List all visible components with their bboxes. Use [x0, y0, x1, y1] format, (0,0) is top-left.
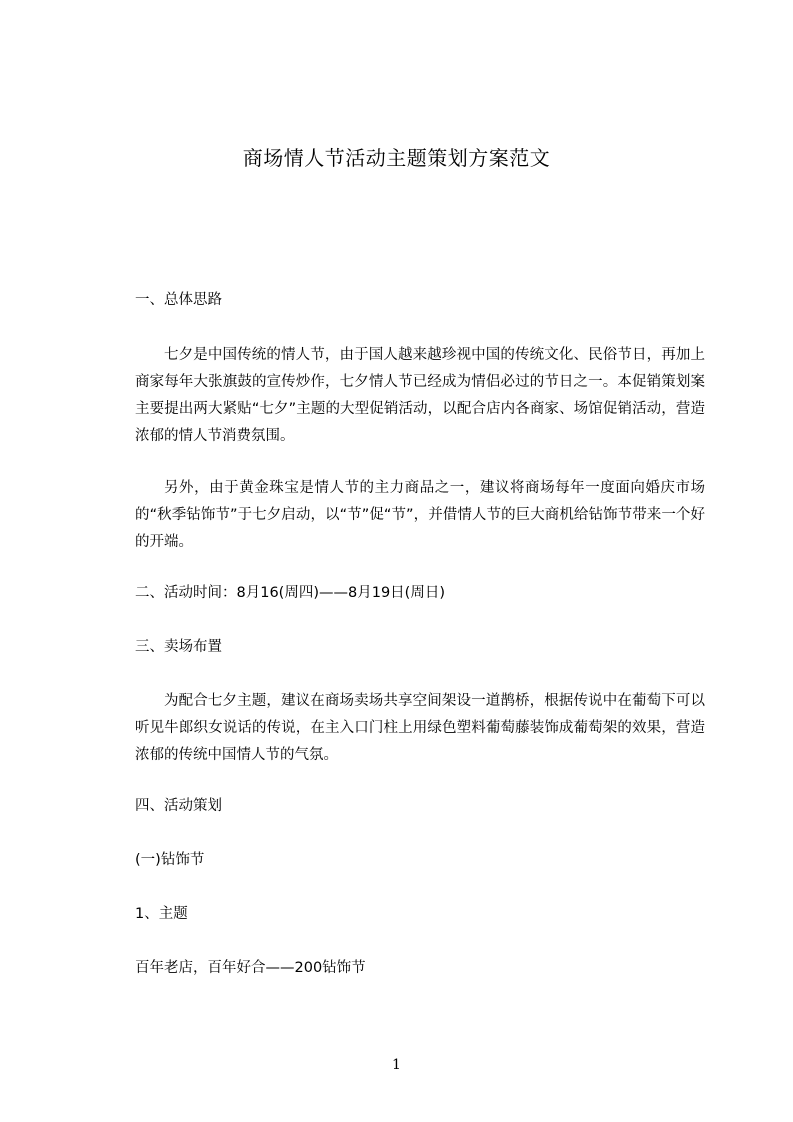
- section-heading-overall-idea: 一、总体思路: [135, 292, 222, 308]
- paragraph-qixi-intro: 七夕是中国传统的情人节，由于国人越来越珍视中国的传统文化、民俗节日，再加上商家每年大张旗鼓的宣传炒作，七夕情人节已经成为情侣必过的节日之一。本促销策划案主要提出两大紧贴“七夕”主题的大型促销活动，以配合店内各商家、场馆促销活动，营造浓郁的情人节消费氛围。: [135, 347, 705, 444]
- page-number: 1: [392, 1057, 401, 1073]
- section-heading-event-planning: 四、活动策划: [135, 798, 222, 814]
- subheading-diamond-festival: (一)钻饰节: [135, 852, 205, 868]
- section-heading-event-time: 二、活动时间：8月16(周四)——8月19日(周日): [135, 585, 445, 601]
- paragraph-jewelry-festival: 另外，由于黄金珠宝是情人节的主力商品之一，建议将商场每年一度面向婚庆市场的“秋季钻饰节”于七夕启动，以“节”促“节”，并借情人节的巨大商机给钻饰节带来一个好的开端。: [135, 480, 705, 550]
- section-heading-store-layout: 三、卖场布置: [135, 639, 222, 655]
- subheading-theme: 1、主题: [135, 906, 188, 922]
- document-title: 商场情人节活动主题策划方案范文: [242, 146, 551, 170]
- theme-line: 百年老店，百年好合——200钻饰节: [135, 960, 366, 976]
- paragraph-magpie-bridge: 为配合七夕主题，建议在商场卖场共享空间架设一道鹊桥，根据传说中在葡萄下可以听见牛郎织女说话的传说，在主入口门柱上用绿色塑料葡萄藤装饰成葡萄架的效果，营造浓郁的传统中国情人节的气氛。: [135, 693, 705, 763]
